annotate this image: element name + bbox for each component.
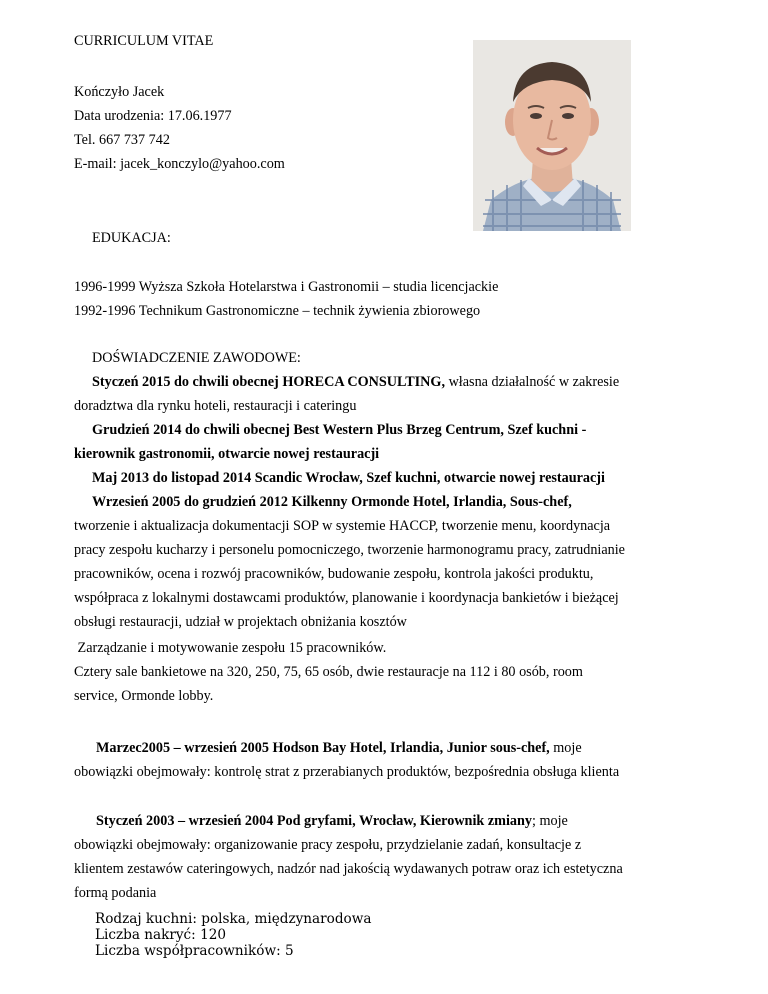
job-2-title: Grudzień 2014 do chwili obecnej Best Western Plus Brzeg Centrum, Szef kuchni - [92,422,587,438]
email-address: E-mail: jacek_konczylo@yahoo.com [74,156,285,172]
job-4-desc-7: Cztery sale bankietowe na 320, 250, 75, 65 osób, dwie restauracje na 112 i 80 osób, room [74,664,583,680]
education-item-2: 1992-1996 Technikum Gastronomiczne – technik żywienia zbiorowego [74,303,481,319]
job-1-bold: Styczeń 2015 do chwili obecnej HORECA CONSULTING, [92,374,446,390]
job-5-desc: obowiązki obejmowały: kontrolę strat z przerabianych produktów, bezpośrednia obsługa klienta [74,764,620,780]
job-6-rest: ; moje [531,813,568,829]
job-4-desc-4: współpraca z lokalnymi dostawcami produktów, planowanie i koordynacja bankietów i bieżącej [74,590,619,606]
job-3-title: Maj 2013 do listopad 2014 Scandic Wrocław, Szef kuchni, otwarcie nowej restauracji [92,470,605,486]
job-1-title [92,374,619,391]
job-6-extra-1: Rodzaj kuchni: polska, międzynarodowa [95,911,372,927]
profile-photo [473,40,631,231]
job-4-desc-5: obsługi restauracji, udział w projektach obniżania kosztów [74,614,407,630]
phone-number: Tel. 667 737 742 [74,132,170,148]
job-6-extra-3: Liczba współpracowników: 5 [95,943,294,959]
education-heading: EDUKACJA: [92,230,171,246]
job-6-desc-3: formą podania [74,885,157,901]
job-6-title [96,813,568,830]
job-5-bold: Marzec2005 – wrzesień 2005 Hodson Bay Hotel, Irlandia, Junior sous-chef, [96,740,550,756]
job-1-rest: własna działalność w zakresie [445,374,620,390]
job-5-title [96,740,582,757]
job-6-desc-2: klientem zestawów cateringowych, nadzór nad jakością wydawanych potraw oraz ich estetyczna [74,861,623,877]
job-1-desc: doradztwa dla rynku hoteli, restauracji i cateringu [74,398,357,414]
job-6-bold: Styczeń 2003 – wrzesień 2004 Pod gryfami, Wrocław, Kierownik zmiany [96,813,532,829]
job-4-desc-6: Zarządzanie i motywowanie zespołu 15 pracowników. [74,640,387,656]
full-name: Kończyło Jacek [74,84,165,100]
education-item-1: 1996-1999 Wyższa Szkoła Hotelarstwa i Gastronomii – studia licencjackie [74,279,499,295]
job-4-desc-8: service, Ormonde lobby. [74,688,214,704]
job-6-desc-1: obowiązki obejmowały: organizowanie pracy zespołu, przydzielanie zadań, konsultacje z [74,837,582,853]
birth-date: Data urodzenia: 17.06.1977 [74,108,232,124]
job-4-desc-3: pracowników, ocena i rozwój pracowników, budowanie zespołu, kontrola jakości produktu, [74,566,594,582]
job-4-desc-1: tworzenie i aktualizacja dokumentacji SOP w systemie HACCP, tworzenie menu, koordynacja [74,518,611,534]
experience-heading: DOŚWIADCZENIE ZAWODOWE: [92,350,301,366]
cv-title: CURRICULUM VITAE [74,33,214,49]
job-2-title-cont: kierownik gastronomii, otwarcie nowej restauracji [74,446,380,462]
job-4-title: Wrzesień 2005 do grudzień 2012 Kilkenny Ormonde Hotel, Irlandia, Sous-chef, [92,494,572,510]
job-4-desc-2: pracy zespołu kucharzy i personelu pomocniczego, tworzenie harmonogramu pracy, zatrudnianie [74,542,625,558]
job-6-extra-2: Liczba nakryć: 120 [95,927,227,943]
job-5-rest: moje [549,740,582,756]
